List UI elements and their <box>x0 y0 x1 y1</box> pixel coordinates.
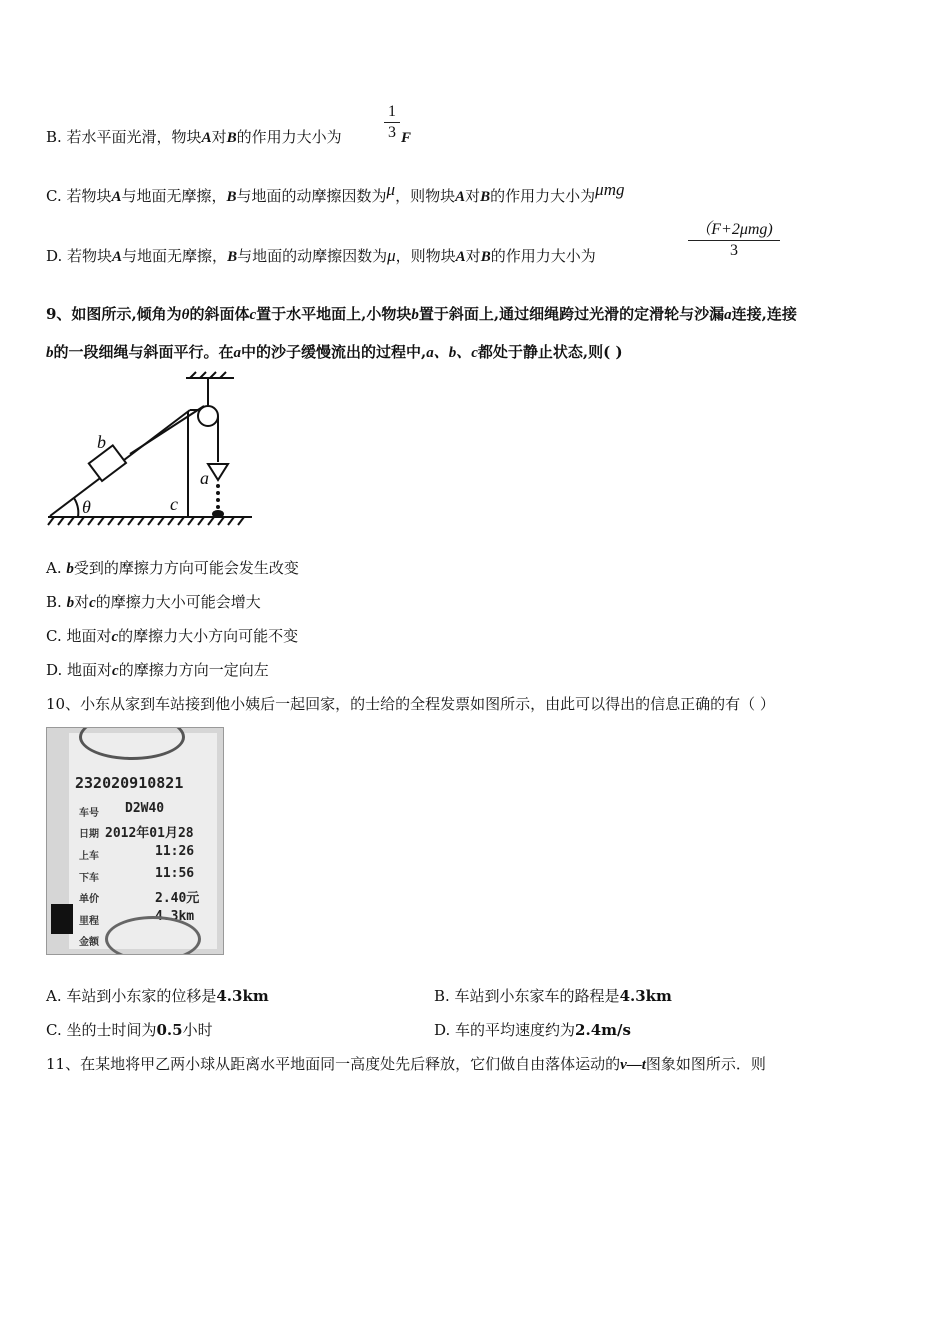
q9-text: 的斜面体 <box>189 305 250 323</box>
option-d-text-3: 与地面的动摩擦因数为 <box>237 247 388 265</box>
q10-option-c <box>46 1019 213 1041</box>
option-value: 4.3km <box>619 987 672 1005</box>
fraction-numerator: 1 <box>384 102 400 123</box>
receipt-value-on: 11:26 <box>155 844 195 859</box>
force-f <box>401 126 411 149</box>
option-label: A. <box>46 559 67 577</box>
option-d-text-5: 对 <box>465 247 481 265</box>
var-b: B <box>480 189 491 205</box>
var-a: a <box>724 307 732 323</box>
option-value: 4.3km <box>216 987 269 1005</box>
option-text: B. 车站到小东家车的路程是 <box>434 987 620 1005</box>
receipt-dark-block <box>51 904 73 934</box>
q9-text: 的一段细绳与斜面平行。在 <box>53 343 234 361</box>
fraction-numerator: （F+2μmg) <box>688 220 780 241</box>
q11-stem <box>46 1053 766 1076</box>
option-b <box>46 126 342 149</box>
q9-stem-line1 <box>46 303 797 326</box>
q10-option-b <box>434 985 672 1007</box>
option-text: 的摩擦力方向一定向左 <box>118 661 269 679</box>
var-b: B <box>480 249 491 265</box>
var-c: c <box>89 595 96 611</box>
option-d-text-6: 的作用力大小为 <box>490 247 596 265</box>
q10-option-a <box>46 985 269 1007</box>
receipt-label-distance: 里程 <box>79 916 99 927</box>
option-d <box>46 245 596 268</box>
option-text: C. 坐的士时间为 <box>46 1021 157 1039</box>
option-d-text-4: ，则物块 <box>395 247 456 265</box>
receipt-number: 232020910821 <box>75 774 184 792</box>
fraction-expression <box>688 220 780 261</box>
var-a: A <box>111 189 122 205</box>
block-b <box>89 445 126 481</box>
receipt-label-car: 车号 <box>79 808 99 819</box>
var-b: B <box>226 130 237 146</box>
option-c-text-3: 与地面的动摩擦因数为 <box>236 187 387 205</box>
option-c-text-2: 与地面无摩擦， <box>121 187 227 205</box>
receipt-value-off: 11:56 <box>155 866 195 881</box>
q9-text: 都处于静止状态,则( ) <box>477 343 623 361</box>
receipt-value-price: 2.40元 <box>155 891 200 906</box>
sand-stream <box>212 484 224 518</box>
taxi-receipt-image <box>46 727 224 955</box>
receipt-label-on: 上车 <box>79 851 99 862</box>
var-a: A <box>455 249 466 265</box>
q11-text: 图象如图所示．则 <box>645 1055 766 1073</box>
var-theta: θ <box>181 307 190 323</box>
var-f: F <box>401 130 412 146</box>
q9-text: 9、如图所示,倾角为 <box>46 305 182 323</box>
option-c-text: C. 若物块 <box>46 187 112 205</box>
option-value: 2.4m/s <box>575 1021 631 1039</box>
var-a: A <box>455 189 466 205</box>
option-label: D. 地面对 <box>46 661 113 679</box>
mu-symbol: μ <box>386 180 396 199</box>
mu-symbol: μ <box>387 246 396 265</box>
receipt-label-amount: 金额 <box>79 937 99 948</box>
rope-block <box>130 406 204 454</box>
var-c: c <box>249 307 257 323</box>
label-a: a <box>200 468 209 488</box>
q10-option-d <box>434 1019 631 1041</box>
var-b: b <box>46 345 54 361</box>
q10-stem: 10、小东从家到车站接到他小姨后一起回家，的士给的全程发票如图所示，由此可以得出的信息正确的有（ ） <box>46 695 775 713</box>
option-c-text-4: ，则物块 <box>395 187 456 205</box>
var-c: c <box>112 663 119 679</box>
option-c-text-6: 的作用力大小为 <box>490 187 596 205</box>
hourglass-a <box>208 464 228 480</box>
q9-text: 中的沙子缓慢流出的过程中, <box>241 343 427 361</box>
receipt-label-off: 下车 <box>79 873 99 884</box>
receipt-stamp-bottom <box>105 916 201 955</box>
receipt-value-car: D2W40 <box>125 801 165 816</box>
q9-text: 连接,连接 <box>731 305 797 323</box>
receipt-value-date: 2012年01月28 <box>105 826 194 841</box>
angle-arc <box>74 498 78 517</box>
option-b-text: B. 若水平面光滑，物块 <box>46 128 202 146</box>
option-d-text-2: 与地面无摩擦， <box>122 247 228 265</box>
var-c: c <box>111 629 119 645</box>
option-text: A. 车站到小东家的位移是 <box>46 987 217 1005</box>
q9-option-b <box>46 591 261 614</box>
option-text: 的摩擦力大小可能会增大 <box>95 593 261 611</box>
receipt-label-date: 日期 <box>79 829 99 840</box>
var-vt: v—t <box>620 1057 646 1073</box>
var-b: B <box>226 189 237 205</box>
vars-abc: a、b、c <box>426 345 478 361</box>
label-c: c <box>170 494 178 514</box>
option-c <box>46 180 625 208</box>
option-text: 的摩擦力大小方向可能不变 <box>118 627 299 645</box>
option-label: C. 地面对 <box>46 627 112 645</box>
var-b: b <box>66 595 75 611</box>
q9-option-d <box>46 659 269 682</box>
q11-text: 11、在某地将甲乙两小球从距离水平地面同一高度处先后释放，它们做自由落体运动的 <box>46 1055 621 1073</box>
receipt-label-price: 单价 <box>79 894 99 905</box>
label-b: b <box>97 432 106 452</box>
q9-option-c <box>46 625 298 648</box>
var-a: a <box>233 345 242 361</box>
option-text: D. 车的平均速度约为 <box>434 1021 576 1039</box>
q9-text: 置于斜面上,通过细绳跨过光滑的定滑轮与沙漏 <box>418 305 725 323</box>
expression-mu-mg: μmg <box>595 180 625 199</box>
option-label: B. <box>46 593 67 611</box>
option-text: 对 <box>74 593 90 611</box>
option-text: 受到的摩擦力方向可能会发生改变 <box>73 559 299 577</box>
fraction-one-third <box>384 102 400 143</box>
var-b: b <box>66 561 74 577</box>
option-b-text-3: 的作用力大小为 <box>236 128 342 146</box>
q9-text: 置于水平地面上,小物块 <box>256 305 412 323</box>
q9-option-a <box>46 557 299 580</box>
var-a: A <box>201 130 212 146</box>
option-b-text-2: 对 <box>211 128 227 146</box>
option-d-text: D. 若物块 <box>46 247 113 265</box>
option-value: 0.5 <box>156 1021 183 1039</box>
var-a: A <box>112 249 123 265</box>
option-c-text-5: 对 <box>465 187 481 205</box>
var-b: b <box>411 307 419 323</box>
q9-stem-line2 <box>46 341 623 364</box>
receipt-value-distance: 4.3km <box>155 909 195 924</box>
incline-pulley-figure <box>40 370 260 530</box>
fraction-denominator: 3 <box>388 124 396 141</box>
label-theta: θ <box>82 497 91 517</box>
option-text: 小时 <box>182 1021 213 1039</box>
var-b: B <box>227 249 238 265</box>
fraction-denominator: 3 <box>730 242 738 259</box>
